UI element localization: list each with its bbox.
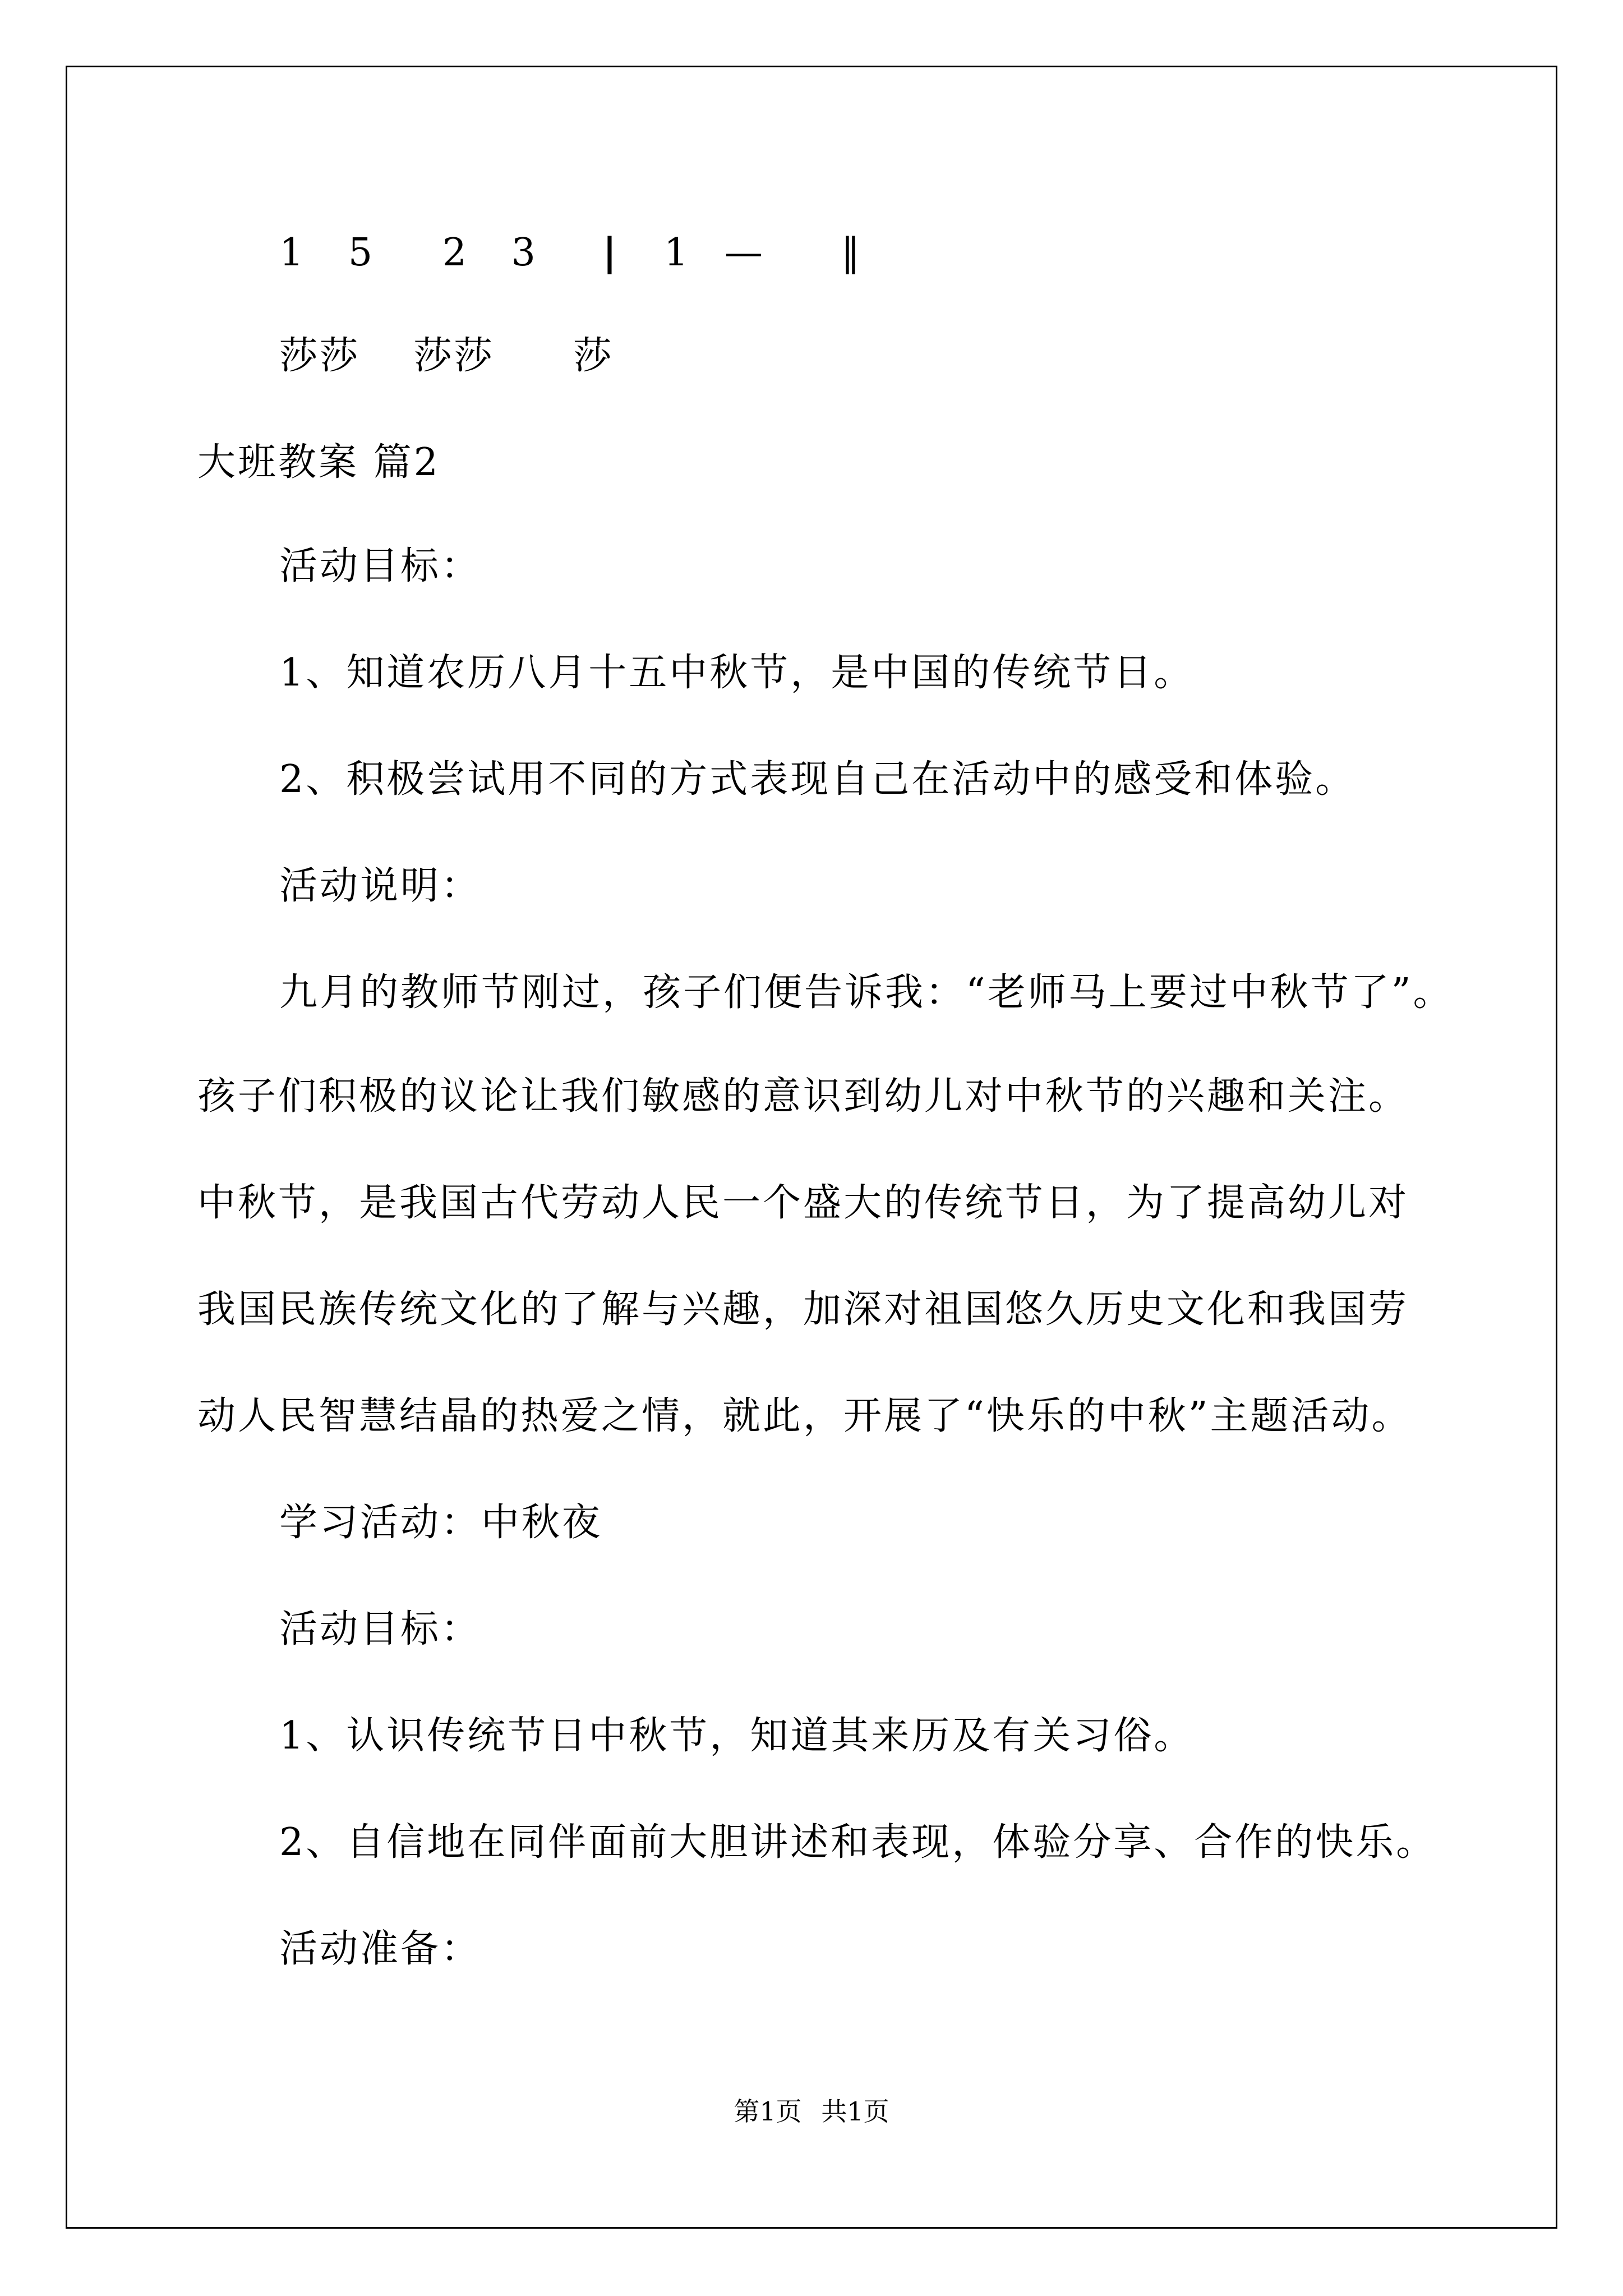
lyric-word: 莎	[573, 334, 614, 378]
paragraph: 孩子们积极的议论让我们敏感的意识到幼儿对中秋节的兴趣和关注。	[197, 1074, 1409, 1119]
score-dash: —	[724, 231, 765, 275]
section-heading: 大班教案 篇2	[197, 440, 440, 485]
paragraph: 我国民族传统文化的了解与兴趣，加深对祖国悠久历史文化和我国劳	[197, 1287, 1409, 1332]
paragraph: 活动准备：	[279, 1927, 482, 1971]
score-line	[279, 230, 862, 275]
page-border	[66, 66, 1557, 2229]
page-total: 共1页	[821, 2096, 889, 2127]
lyric-word: 莎莎	[413, 334, 495, 378]
paragraph: 中秋节，是我国古代劳动人民一个盛大的传统节日，为了提高幼儿对	[197, 1181, 1409, 1225]
paragraph: 活动目标：	[279, 544, 482, 588]
bar-line: |	[602, 230, 619, 275]
paragraph: 活动说明：	[279, 864, 482, 908]
score-note: 1	[279, 231, 306, 275]
double-bar-line: ‖	[841, 231, 863, 275]
score-note: 3	[511, 231, 538, 275]
score-note: 5	[348, 231, 375, 275]
paragraph: 2、自信地在同伴面前大胆讲述和表现，体验分享、合作的快乐。	[279, 1820, 1437, 1865]
paragraph: 学习活动：中秋夜	[279, 1501, 603, 1545]
paragraph: 活动目标：	[279, 1607, 482, 1651]
paragraph: 九月的教师节刚过，孩子们便告诉我：“老师马上要过中秋节了”。	[279, 970, 1454, 1015]
lyric-line	[279, 334, 614, 379]
paragraph: 2、积极尝试用不同的方式表现自己在活动中的感受和体验。	[279, 757, 1356, 802]
page-number: 第1页	[734, 2096, 802, 2127]
paragraph: 1、认识传统节日中秋节，知道其来历及有关习俗。	[279, 1714, 1195, 1758]
lyric-word: 莎莎	[279, 334, 361, 378]
paragraph: 动人民智慧结晶的热爱之情，就此，开展了“快乐的中秋”主题活动。	[197, 1394, 1412, 1438]
score-note: 1	[663, 231, 691, 275]
score-note: 2	[442, 231, 469, 275]
paragraph: 1、知道农历八月十五中秋节，是中国的传统节日。	[279, 651, 1195, 695]
page-footer	[0, 2096, 1623, 2127]
